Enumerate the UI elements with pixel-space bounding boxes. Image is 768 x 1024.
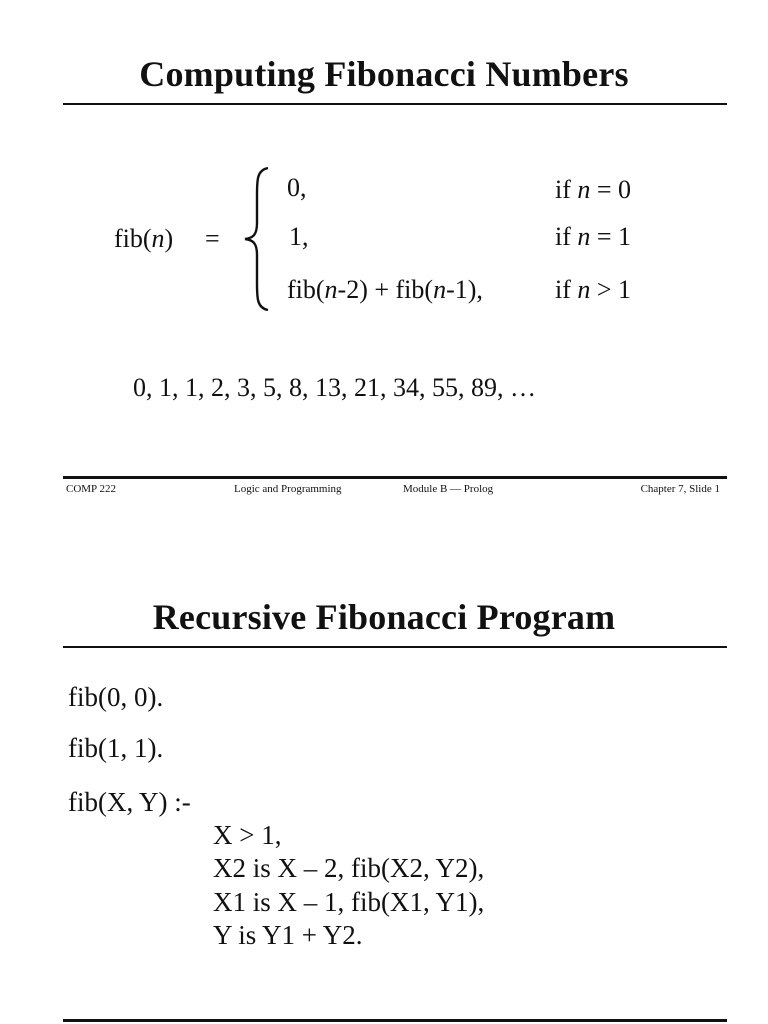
code-rule-body-3: X1 is X – 1, fib(X1, Y1), bbox=[213, 887, 485, 917]
footer-subject: Logic and Programming bbox=[234, 483, 342, 495]
code-fact-2: fib(1, 1). bbox=[68, 733, 164, 763]
case-3-cond-if: if bbox=[555, 275, 578, 304]
case-1-cond-rel: = 0 bbox=[590, 175, 632, 204]
fib-lhs-fn: fib( bbox=[114, 224, 152, 253]
case-2-cond-if: if bbox=[555, 222, 578, 251]
slide1-title: Computing Fibonacci Numbers bbox=[139, 54, 629, 94]
fib-lhs bbox=[114, 224, 173, 254]
code-rule-body-2: X2 is X – 2, fib(X2, Y2), bbox=[213, 853, 485, 883]
slide2-footer-rule bbox=[63, 1019, 727, 1022]
slide2-title: Recursive Fibonacci Program bbox=[152, 597, 616, 637]
code-rule-head: fib(X, Y) :- bbox=[68, 787, 191, 817]
case-3-condition bbox=[555, 275, 631, 305]
fib-lhs-close: ) bbox=[164, 224, 174, 253]
case-1-cond-var: n bbox=[577, 175, 591, 204]
code-fact-1: fib(0, 0). bbox=[68, 682, 164, 712]
footer-course: COMP 222 bbox=[66, 483, 117, 495]
slide1-footer-rule bbox=[63, 476, 727, 479]
fibonacci-sequence: 0, 1, 1, 2, 3, 5, 8, 13, 21, 34, 55, 89, … bbox=[133, 373, 536, 402]
case-3-var-1: n bbox=[324, 275, 338, 304]
case-2-value: 1, bbox=[289, 222, 309, 251]
code-rule-body-1: X > 1, bbox=[213, 820, 282, 850]
slide2-title-rule bbox=[63, 646, 727, 648]
code-rule-body-4: Y is Y1 + Y2. bbox=[213, 920, 363, 950]
case-2-cond-var: n bbox=[577, 222, 591, 251]
case-1-cond-if: if bbox=[555, 175, 578, 204]
case-2-condition bbox=[555, 222, 631, 252]
case-3-var-2: n bbox=[433, 275, 447, 304]
case-3-part-c: -2) + fib( bbox=[337, 275, 434, 304]
slide1-title-rule bbox=[63, 103, 727, 105]
case-2-cond-rel: = 1 bbox=[590, 222, 632, 251]
left-brace bbox=[240, 165, 274, 313]
case-1-condition bbox=[555, 175, 631, 205]
case-3-value bbox=[287, 275, 483, 305]
footer-slide-number: Chapter 7, Slide 1 bbox=[640, 483, 720, 495]
case-3-part-a: fib( bbox=[287, 275, 325, 304]
case-1-value: 0, bbox=[287, 173, 307, 202]
footer-module: Module B — Prolog bbox=[403, 483, 494, 495]
fib-lhs-arg: n bbox=[151, 224, 165, 253]
case-3-cond-var: n bbox=[577, 275, 591, 304]
case-3-cond-rel: > 1 bbox=[590, 275, 632, 304]
equals-sign: = bbox=[205, 224, 220, 253]
case-3-part-e: -1), bbox=[446, 275, 483, 304]
